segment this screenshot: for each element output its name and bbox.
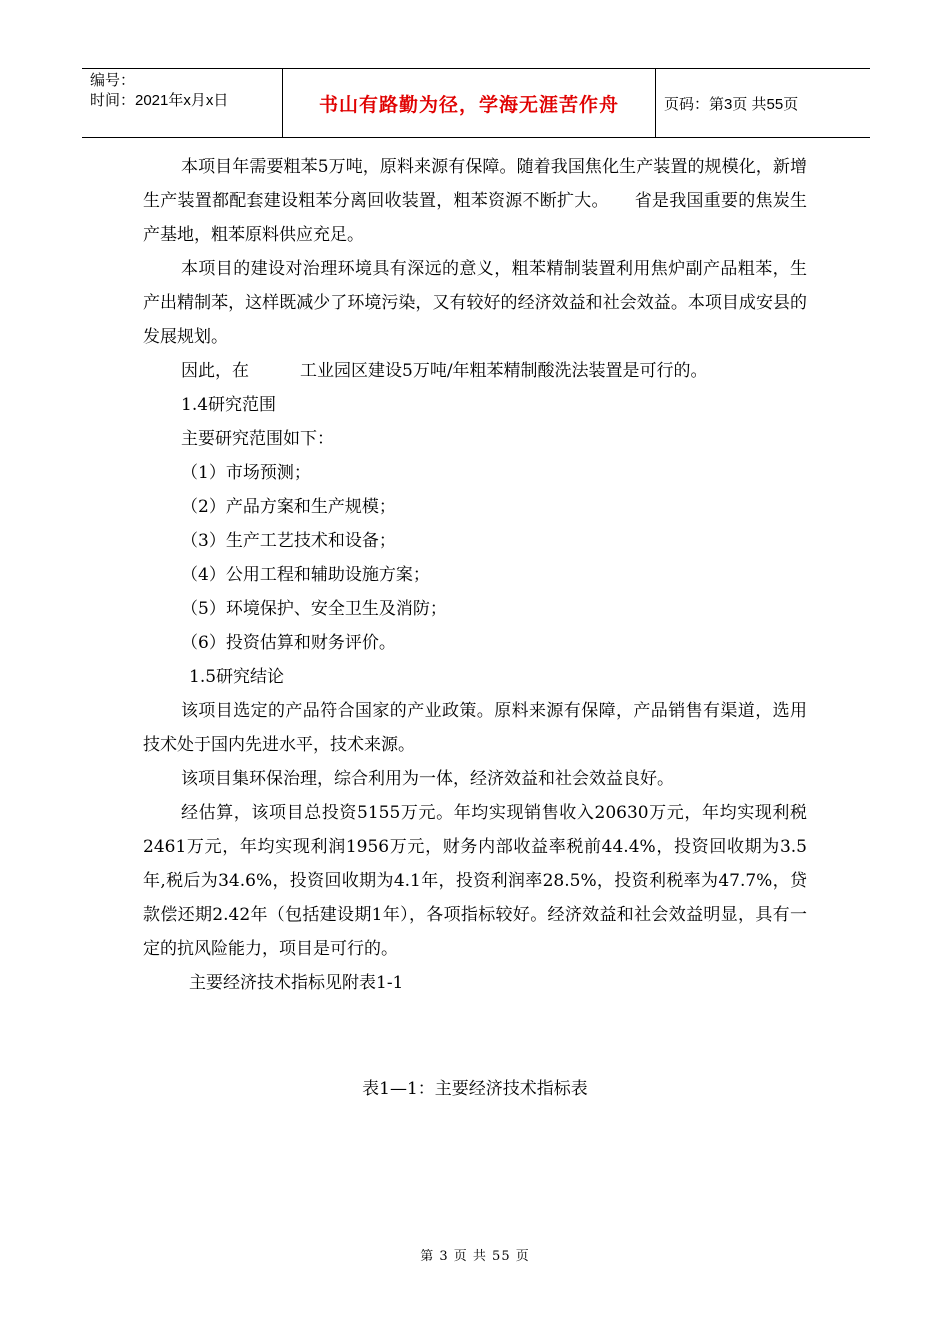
page-footer: 第 3 页 共 55 页 [420, 1249, 530, 1264]
document-number-label: 编号： [90, 72, 136, 89]
header-meta [82, 69, 282, 137]
section-heading: 1.5研究结论 [189, 667, 285, 687]
document-time-label: 时间：2021年x月x日 [90, 92, 229, 109]
list-item: （6）投资估算和财务评价。 [181, 633, 396, 653]
paragraph: 主要经济技术指标见附表1-1 [189, 973, 404, 993]
list-item: （3）生产工艺技术和设备； [181, 531, 396, 551]
paragraph: 该项目集环保治理，综合利用为一体，经济效益和社会效益良好。 [181, 769, 674, 789]
header-page-info: 页码：第3页 共55页 [664, 95, 799, 113]
paragraph: 主要研究范围如下： [181, 429, 334, 449]
list-item: （2）产品方案和生产规模； [181, 497, 396, 517]
paragraph: 经估算，该项目总投资5155万元。年均实现销售收入20630万元，年均实现利税2461万元，年均实现利润1956万元，财务内部收益率税前44.4%，投资回收期为3.5年,税后为34.6%，投资回收期为4.1年，投资利润率28.5%，投资利税率为47.7%，贷款偿还期2.42年（包括建设期1年），各项指标较好。经济效益和社会效益明显，具有一定的抗风险能力，项目是可行的。 [143, 803, 807, 959]
list-item: （1）市场预测； [181, 463, 311, 483]
page-header [82, 68, 870, 138]
list-item: （4）公用工程和辅助设施方案； [181, 565, 430, 585]
paragraph: 因此，在 工业园区建设5万吨/年粗苯精制酸洗法装置是可行的。 [181, 361, 708, 381]
section-heading: 1.4研究范围 [181, 395, 277, 415]
list-item: （5）环境保护、安全卫生及消防； [181, 599, 447, 619]
table-caption: 表1—1：主要经济技术指标表 [362, 1079, 588, 1099]
paragraph: 本项目年需要粗苯5万吨，原料来源有保障。随着我国焦化生产装置的规模化，新增生产装置都配套建设粗苯分离回收装置，粗苯资源不断扩大。 省是我国重要的焦炭生产基地，粗苯原料供应充足。 [143, 157, 807, 245]
paragraph: 本项目的建设对治理环境具有深远的意义，粗苯精制装置利用焦炉副产品粗苯，生产出精制苯，这样既减少了环境污染，又有较好的经济效益和社会效益。本项目成安县的发展规划。 [143, 259, 807, 347]
paragraph: 该项目选定的产品符合国家的产业政策。原料来源有保障，产品销售有渠道，选用技术处于国内先进水平，技术来源。 [143, 701, 807, 755]
body-text [143, 150, 807, 1000]
header-motto: 书山有路勤为径，学海无涯苦作舟 [282, 69, 656, 137]
